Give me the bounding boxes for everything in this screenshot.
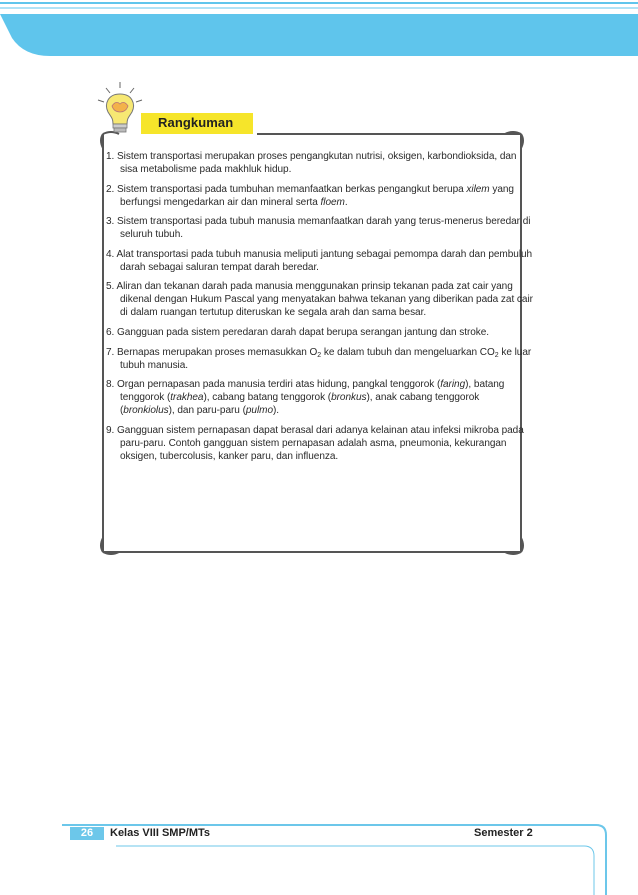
summary-title-tag [141,113,253,134]
summary-list [106,150,534,469]
item-text: . [344,196,348,208]
item-term: xilem [466,183,490,195]
item-term: bronkiolus [123,405,169,417]
item-text: Aliran dan tekanan darah pada manusia menggunakan prinsip tekanan pada zat cair yang dikenal dengan Hukum Pascal yang menyatakan bahwa tekanan yang diberikan pada zat cair di dalam ruangan tertutup diteruskan ke segala arah dan sama besar. [116,281,533,319]
page-number: 26 [70,827,104,840]
item-text: yang berfungsi mengedarkan air dan mineral serta [120,183,514,208]
item-number: 7. [106,346,115,358]
item-number: 5. [106,281,115,293]
summary-item-7 [106,346,534,372]
item-number: 3. [106,216,115,228]
item-text: ). [273,405,280,417]
item-text: ), dan paru-paru ( [168,405,246,417]
header-band [0,0,638,62]
lightbulb-brain-icon [92,80,148,136]
item-text: ke dalam tubuh dan mengeluarkan CO [321,346,495,358]
footer-semester-label: Semester 2 [474,827,533,839]
summary-item-2 [106,183,534,209]
item-text: Sistem transportasi merupakan proses pengangkutan nutrisi, oksigen, karbondioksida, dan sisa metabolisme pada makhluk hidup. [117,151,517,175]
item-number: 4. [106,248,115,260]
summary-item-3 [106,215,534,241]
item-text: Alat transportasi pada tubuh manusia meliputi jantung sebagai pemompa darah dan pembuluh darah sebagai saluran tempat darah beredar. [116,248,533,273]
item-term: faring [440,379,466,391]
item-text: Gangguan sistem pernapasan dapat berasal dari adanya kelainan atau infeksi mikroba pada paru-paru. Contoh gangguan sistem pernapasan adalah asma, pneumonia, kekurangan oksigen, tubercolusis, kanker paru, dan influenza. [117,424,524,462]
summary-item-6 [106,326,534,339]
summary-item-8 [106,378,534,417]
item-text: Gangguan pada sistem peredaran darah dapat berupa serangan jantung dan stroke. [117,326,490,338]
item-term: pulmo [245,405,274,417]
item-text: Sistem transportasi pada tubuh manusia memanfaatkan darah yang terus-menerus beredar di seluruh tubuh. [117,216,531,241]
item-text: ), cabang batang tenggorok ( [203,392,332,404]
item-text: ), batang tenggorok ( [120,379,505,404]
item-number: 6. [106,326,115,338]
item-text: Bernapas merupakan proses memasukkan O [117,346,318,358]
item-number: 9. [106,424,115,436]
item-text: Organ pernapasan pada manusia terdiri atas hidung, pangkal tenggorok ( [117,379,441,391]
item-text: ), anak cabang tenggorok ( [120,392,480,417]
footer-class-label: Kelas VIII SMP/MTs [110,827,211,839]
summary-item-9 [106,424,534,463]
item-number: 1. [106,151,115,162]
summary-item-1 [106,150,534,176]
item-text: ke luar tubuh manusia. [120,346,532,371]
item-term: floem [320,196,345,208]
item-term: bronkus [331,392,367,404]
item-term: trakhea [170,392,204,404]
subscript: 2 [494,351,499,359]
item-number: 2. [106,183,115,195]
summary-item-5 [106,280,534,319]
summary-title: Rangkuman [158,115,234,130]
summary-item-4 [106,248,534,274]
item-number: 8. [106,379,115,391]
item-text: Sistem transportasi pada tumbuhan memanfaatkan berkas pengangkut berupa [117,183,467,195]
subscript: 2 [317,351,322,359]
